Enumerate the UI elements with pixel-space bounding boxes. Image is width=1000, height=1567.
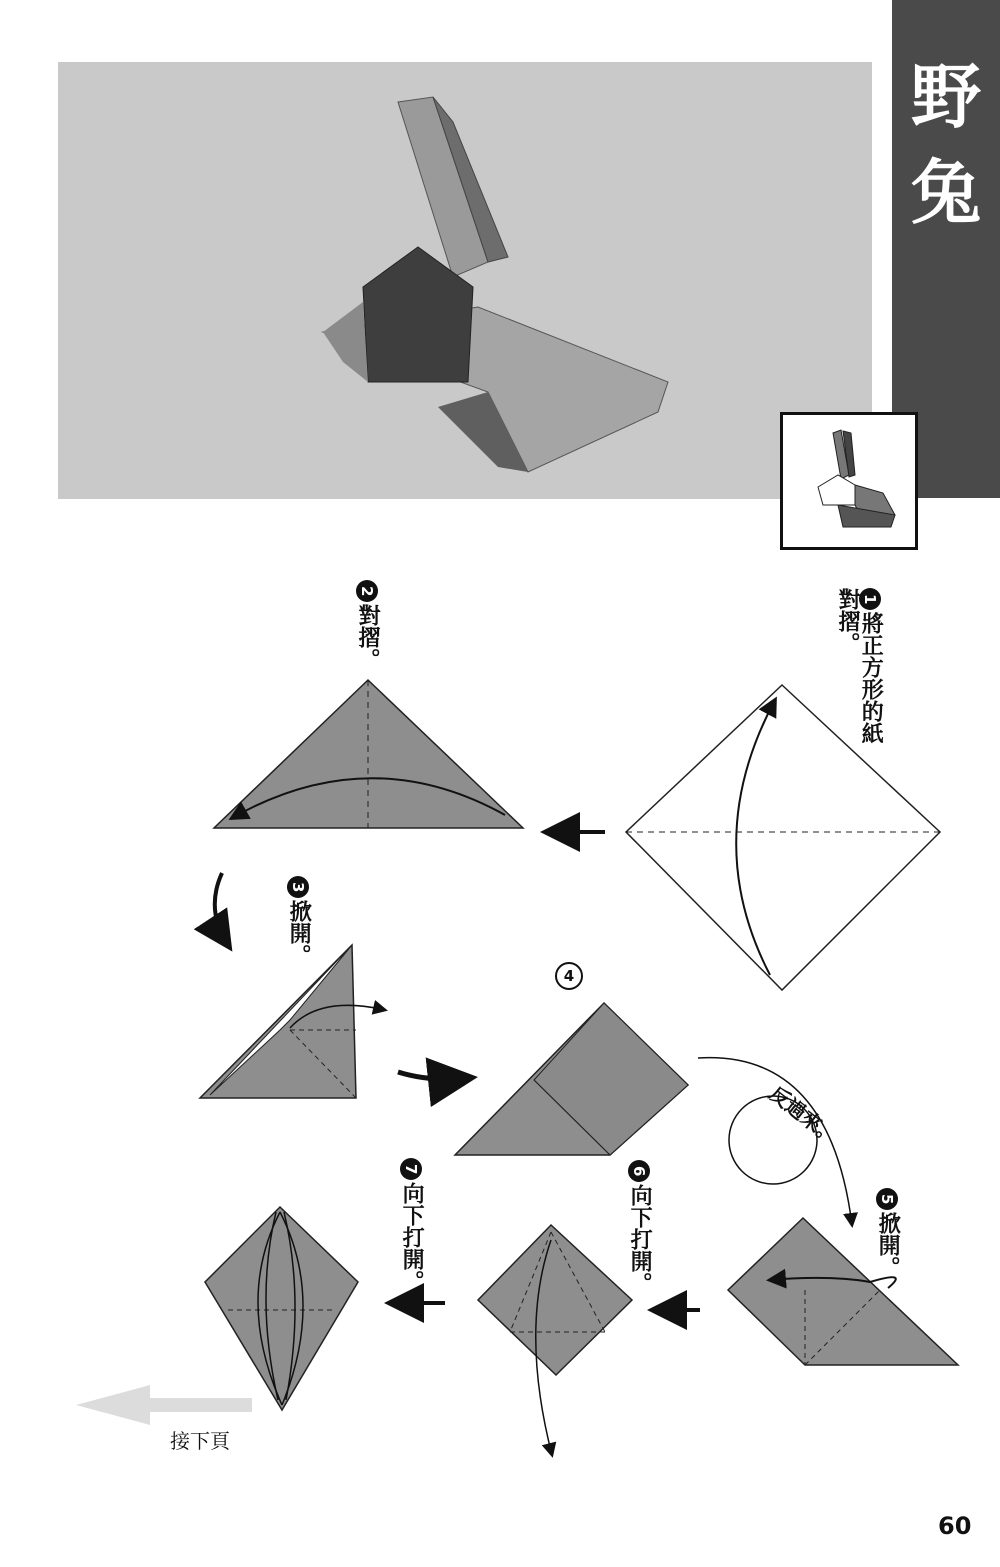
step7-label bbox=[400, 1158, 423, 1292]
step7-text: 向下打開。 bbox=[399, 1182, 425, 1292]
step3-label bbox=[287, 876, 310, 966]
step4-number: 4 bbox=[555, 962, 583, 990]
step5-number: 5 bbox=[876, 1188, 898, 1210]
step3-diagram bbox=[200, 945, 385, 1098]
title-char-1: 野 bbox=[911, 56, 981, 138]
next-page-label: 接下頁 bbox=[170, 1429, 230, 1453]
rabbit-photo-illustration bbox=[58, 62, 872, 499]
rabbit-photo bbox=[58, 62, 872, 499]
step6-text: 向下打開。 bbox=[627, 1184, 653, 1294]
step1-text: 將正方形的紙對摺。 bbox=[835, 588, 884, 744]
step1-diagram bbox=[626, 685, 940, 990]
step6-diagram bbox=[478, 1225, 632, 1455]
step2-label bbox=[356, 580, 379, 670]
next-page-arrow bbox=[76, 1385, 252, 1425]
step1-number: 1 bbox=[859, 588, 881, 610]
step3-text: 掀開。 bbox=[286, 900, 312, 966]
step6-number: 6 bbox=[628, 1160, 650, 1182]
step2-number: 2 bbox=[356, 580, 378, 602]
step7-diagram bbox=[205, 1207, 358, 1410]
step4-diagram bbox=[455, 1003, 688, 1155]
flip-label: 反過來。 bbox=[764, 1081, 843, 1150]
step6-label bbox=[628, 1160, 651, 1294]
title-char-2: 兔 bbox=[911, 152, 981, 234]
page-number: 60 bbox=[938, 1512, 972, 1540]
step2-diagram bbox=[214, 680, 523, 828]
step1-label bbox=[836, 588, 882, 748]
step3-number: 3 bbox=[287, 876, 309, 898]
step7-number: 7 bbox=[400, 1158, 422, 1180]
step5-label bbox=[876, 1188, 899, 1278]
step5-text: 掀開。 bbox=[875, 1212, 901, 1278]
step5-diagram bbox=[728, 1218, 958, 1365]
step2-text: 對摺。 bbox=[355, 604, 381, 670]
